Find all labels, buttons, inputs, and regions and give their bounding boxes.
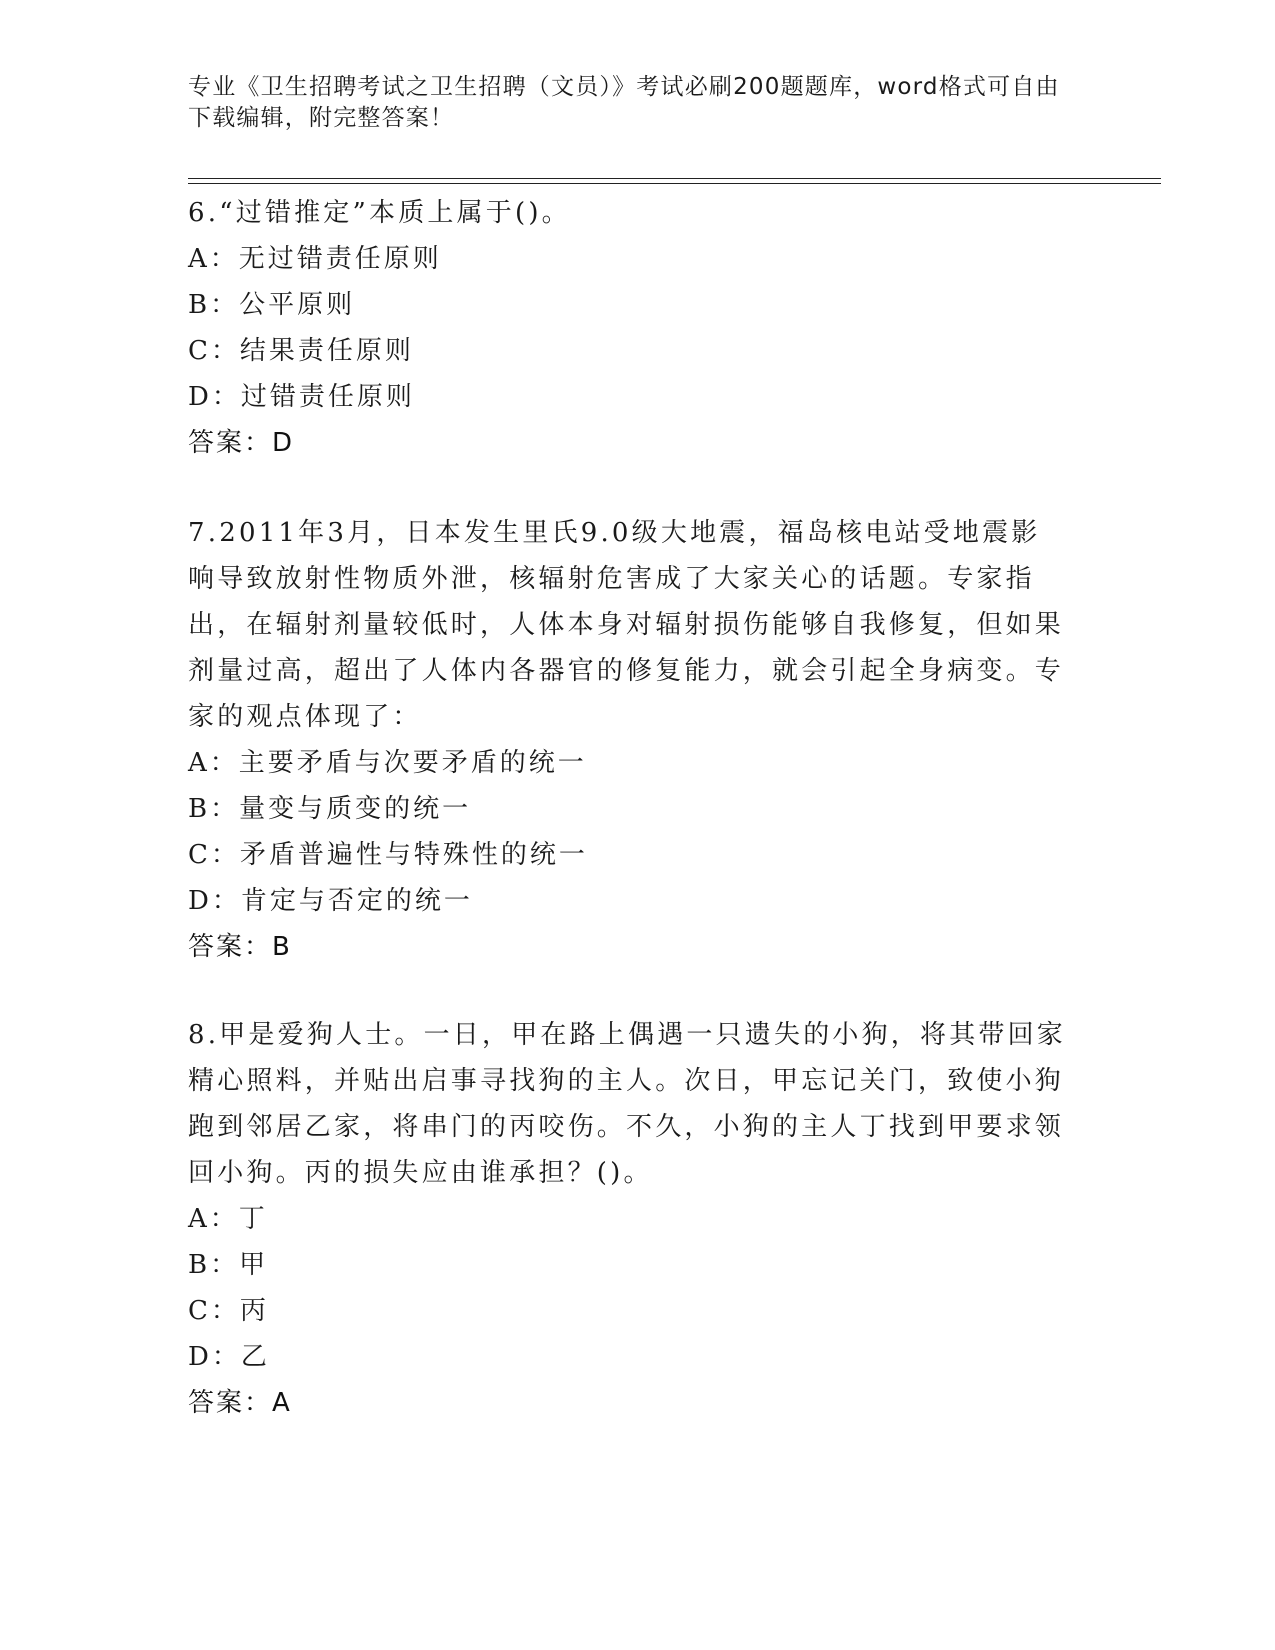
option-b: B：量变与质变的统一 <box>188 794 472 824</box>
option-a: A：主要矛盾与次要矛盾的统一 <box>188 748 587 778</box>
option-d: D：肯定与否定的统一 <box>188 886 473 916</box>
question-6 <box>188 190 1068 466</box>
option-c: C：矛盾普遍性与特殊性的统一 <box>188 840 588 870</box>
header-divider-top <box>188 178 1161 179</box>
answer-line: 答案：D <box>188 428 295 458</box>
option-b: B：公平原则 <box>188 290 356 320</box>
answer-line: 答案：A <box>188 1388 292 1418</box>
question-stem: 7.2011年3月，日本发生里氏9.0级大地震，福岛核电站受地震影响导致放射性物质外泄，核辐射危害成了大家关心的话题。专家指出，在辐射剂量较低时，人体本身对辐射损伤能够自我修复，但如果剂量过高，超出了人体内各器官的修复能力，就会引起全身病变。专家的观点体现了： <box>188 518 1065 732</box>
question-stem: 6.“过错推定”本质上属于()。 <box>188 198 571 228</box>
option-d: D：乙 <box>188 1342 270 1372</box>
option-c: C：结果责任原则 <box>188 336 414 366</box>
document-header-note: 专业《卫生招聘考试之卫生招聘（文员）》考试必刷200题题库，word格式可自由下载编辑，附完整答案！ <box>188 74 1060 131</box>
question-8 <box>188 1012 1068 1426</box>
question-7 <box>188 510 1068 970</box>
option-d: D：过错责任原则 <box>188 382 415 412</box>
option-a: A：无过错责任原则 <box>188 244 442 274</box>
question-stem: 8.甲是爱狗人士。一日，甲在路上偶遇一只遗失的小狗，将其带回家精心照料，并贴出启事寻找狗的主人。次日，甲忘记关门，致使小狗跑到邻居乙家，将串门的丙咬伤。不久，小狗的主人丁找到甲要求领回小狗。丙的损失应由谁承担？()。 <box>188 1020 1067 1188</box>
option-c: C：丙 <box>188 1296 269 1326</box>
answer-line: 答案：B <box>188 932 292 962</box>
header-divider-bottom <box>188 183 1161 184</box>
option-b: B：甲 <box>188 1250 269 1280</box>
option-a: A：丁 <box>188 1204 268 1234</box>
